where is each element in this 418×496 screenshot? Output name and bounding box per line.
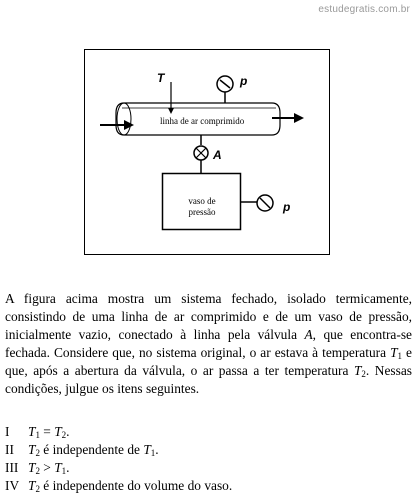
pipe-label: linha de ar comprimido — [160, 116, 245, 126]
item-text — [28, 477, 232, 495]
item-var-a: T — [28, 424, 36, 439]
item-relation: = — [39, 424, 55, 439]
valve-ref: A — [304, 327, 313, 342]
item-var-a: T — [28, 478, 36, 493]
item-var-b: T — [54, 424, 62, 439]
item-text — [28, 423, 70, 441]
item-relation: > — [39, 460, 55, 475]
item-var-a: T — [28, 442, 36, 457]
item-sub-b: 2 — [61, 430, 67, 440]
item-number: III — [5, 460, 19, 475]
t1-symbol: T — [390, 345, 398, 360]
gauge-label-vessel: p — [283, 200, 291, 214]
item-relation: é independente de — [39, 442, 144, 457]
statement-item — [5, 441, 232, 459]
item-var-b: T — [143, 442, 151, 457]
thermometer-label: T — [157, 71, 165, 85]
vessel-label-line2: pressão — [188, 207, 216, 217]
item-text — [28, 459, 70, 477]
item-text — [28, 441, 159, 459]
item-number: I — [5, 424, 10, 439]
item-var-b: T — [54, 460, 62, 475]
item-sub-b: 1 — [150, 448, 156, 458]
item-end: . — [66, 424, 70, 439]
item-sub-a: 1 — [35, 430, 40, 440]
item-relation: é independente do volume do vaso. — [39, 478, 233, 493]
para-part1: A figura acima mostra um sistema fechado, isolado termicamente, consistindo de uma linha de ar comprimido e de um vaso de pressão, inicialmente vazio, conectado à linha pela válvula — [5, 291, 412, 342]
vessel-label — [163, 196, 241, 218]
item-end: . — [66, 460, 70, 475]
statement-item — [5, 477, 232, 495]
valve-label: A — [213, 148, 222, 162]
outlet-arrowhead — [294, 113, 304, 123]
item-number: II — [5, 442, 14, 457]
gauge-label-top: p — [240, 74, 248, 88]
t2-subscript: 2 — [361, 369, 366, 379]
statement-list — [5, 423, 232, 495]
para-part3: e que, após a abertura da válvula, o ar passa a ter temperatura — [5, 345, 413, 378]
item-sub-a: 2 — [35, 466, 40, 476]
t1-subscript: 1 — [397, 351, 403, 361]
item-end: . — [155, 442, 159, 457]
item-var-a: T — [28, 460, 36, 475]
statement-item — [5, 423, 232, 441]
item-sub-b: 1 — [61, 466, 67, 476]
item-sub-a: 2 — [35, 448, 40, 458]
watermark: estudegratis.com.br — [318, 4, 410, 15]
item-number: IV — [5, 478, 20, 493]
statement-item — [5, 459, 232, 477]
para-part2: , que encontra-se fechada. Considere que, no sistema original, o ar estava à temperatura — [5, 327, 412, 360]
vessel-label-line1: vaso de — [188, 196, 216, 206]
item-sub-a: 2 — [35, 484, 40, 494]
para-part4: . Nessas condições, julgue os itens seguintes. — [5, 363, 412, 396]
t2-symbol: T — [353, 363, 362, 378]
question-paragraph — [5, 290, 412, 398]
